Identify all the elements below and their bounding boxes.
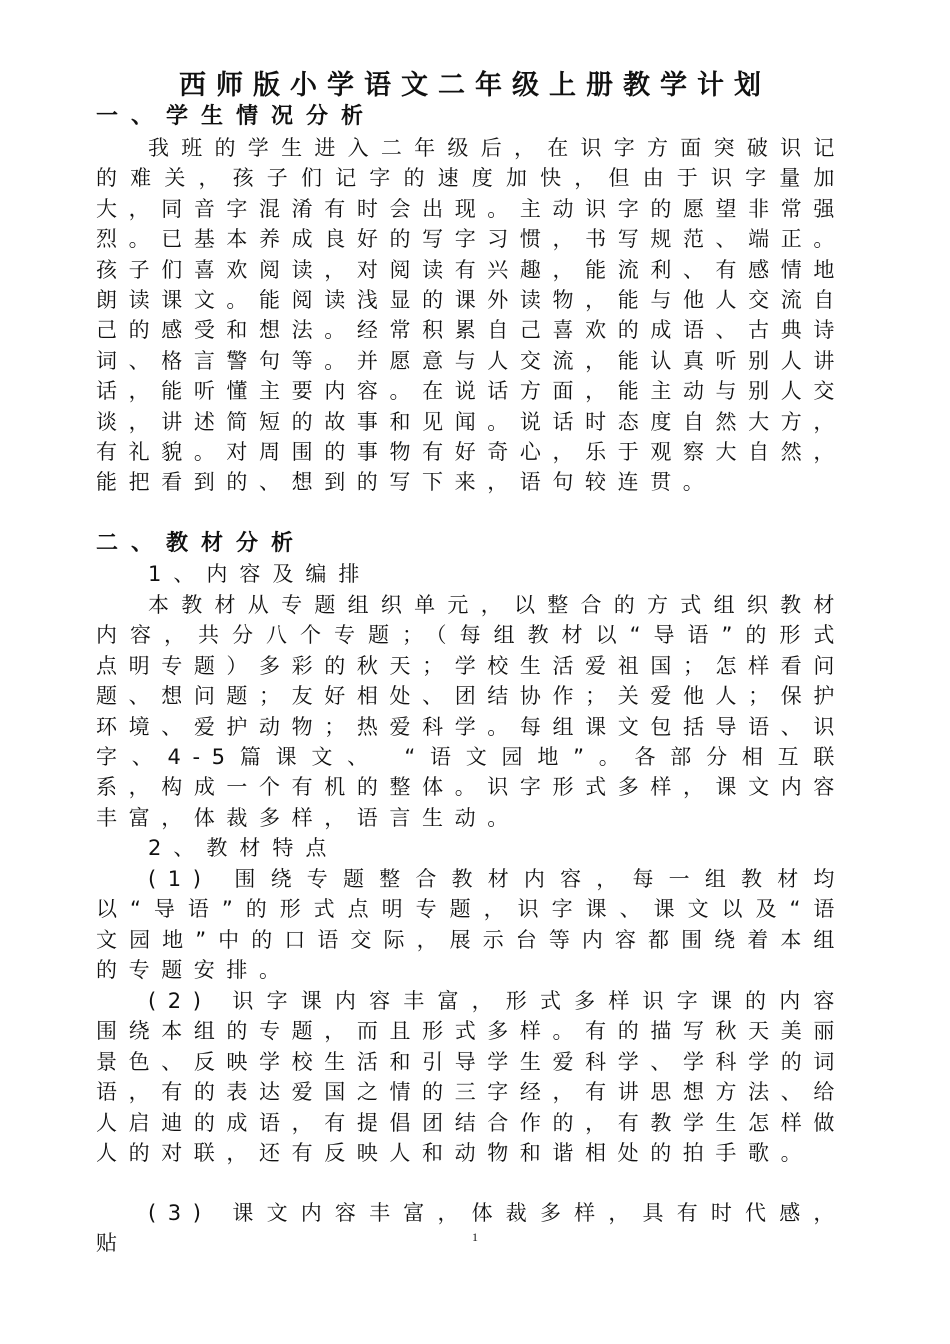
section-heading-student-analysis: 一、学生情况分析 xyxy=(96,104,377,129)
section-heading-textbook-analysis: 二、教材分析 xyxy=(96,531,307,556)
subheading-textbook-features: 2、教材特点 xyxy=(148,836,339,860)
paragraph-student-analysis: 我班的学生进入二年级后，在识字方面突破识记的难关，孩子们记字的速度加快，但由于识字量加大，同音字混淆有时会出现。主动识字的愿望非常强烈。已基本养成良好的写字习惯，书写规范、端正。孩子们喜欢阅读，对阅读有兴趣，能流利、有感情地朗读课文。能阅读浅显的课外读物，能与他人交流自己的感受和想法。经常积累自己喜欢的成语、古典诗词、格言警句等。并愿意与人交流，能认真听别人讲话，能听懂主要内容。在说话方面，能主动与别人交谈，讲述简短的故事和见闻。说话时态度自然大方，有礼貌。对周围的事物有好奇心，乐于观察大自然，能把看到的、想到的写下来，语句较连贯。 xyxy=(96,136,846,495)
feature-point-2: (2) 识字课内容丰富，形式多样识字课的内容围绕本组的专题，而且形式多样。有的描写秋天美丽景色、反映学校生活和引导学生爱科学、学科学的词语，有的表达爱国之情的三字经，有讲思想方法、给人启迪的成语，有提倡团结合作的，有教学生怎样做人的对联，还有反映人和动物和谐相处的拍手歌。 xyxy=(96,989,846,1166)
subheading-content-arrangement: 1、内容及编排 xyxy=(148,562,372,586)
document-title: 西师版小学语文二年级上册教学计划 xyxy=(179,70,771,101)
feature-point-3: (3) 课文内容丰富，体裁多样，具有时代感，贴 xyxy=(96,1201,846,1256)
paragraph-content-arrangement: 本教材从专题组织单元，以整合的方式组织教材内容，共分八个专题；（每组教材以“导语”的形式点明专题）多彩的秋天；学校生活爱祖国；怎样看问题、想问题；友好相处、团结协作；关爱他人；保护环境、爱护动物；热爱科学。每组课文包括导语、识字、4-5篇课文、 “语文园地”。各部分相互联系，构成一个有机的整体。识字形式多样，课文内容丰富，体裁多样，语言生动。 xyxy=(96,593,846,830)
page-number: 1 xyxy=(472,1230,478,1244)
feature-point-1: (1) 围绕专题整合教材内容，每一组教材均以“导语”的形式点明专题，识字课、课文以及“语文园地”中的口语交际，展示台等内容都围绕着本组的专题安排。 xyxy=(96,867,846,983)
